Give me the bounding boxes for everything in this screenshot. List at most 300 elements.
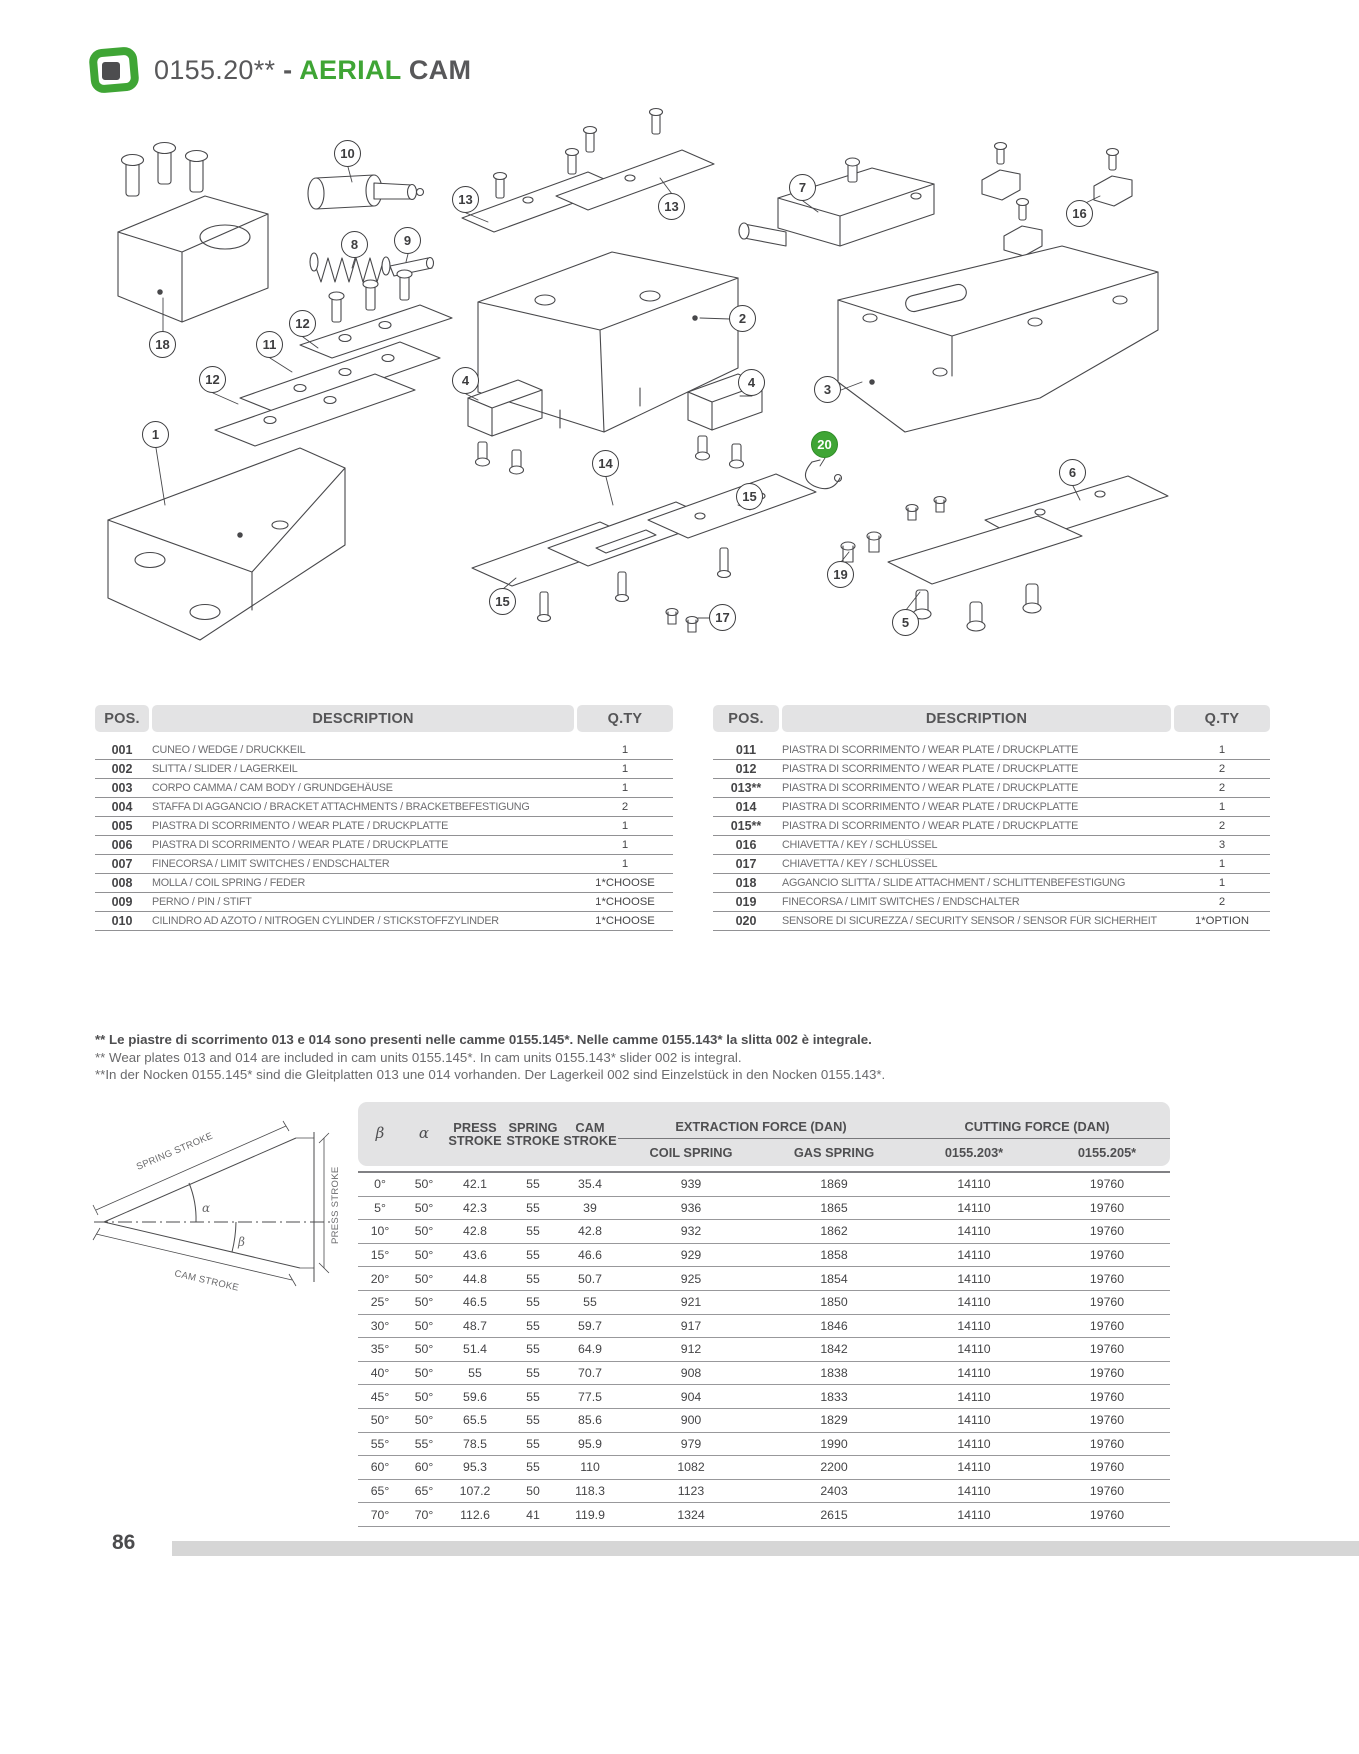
table-row	[358, 1433, 1170, 1457]
cell-cell: 48.7	[463, 1318, 487, 1333]
table-row	[358, 1456, 1170, 1480]
header-gas-spring: GAS SPRING	[793, 1144, 875, 1160]
parts-table-left-body	[95, 741, 673, 931]
cell-cell: 50	[526, 1484, 540, 1499]
product-code: 0155.20**	[154, 54, 276, 85]
table-row	[95, 817, 673, 836]
cell-cell: 42.8	[578, 1224, 602, 1239]
cell-cell: 917	[680, 1318, 702, 1333]
cell-cell: 10°	[370, 1224, 390, 1239]
table-row	[713, 741, 1270, 760]
cell-cell: 14110	[957, 1436, 991, 1451]
cell-cell: 50°	[414, 1389, 434, 1404]
pos-cell: 008	[111, 876, 133, 890]
qty-cell: 1	[621, 820, 629, 832]
cell-cell: 55	[526, 1224, 540, 1239]
part-sketch-keys	[666, 609, 698, 633]
cell-cell: 2615	[820, 1507, 848, 1522]
cell-cell: 41	[526, 1507, 540, 1522]
table-row	[95, 741, 673, 760]
table-row	[358, 1267, 1170, 1291]
footnote-english: ** Wear plates 013 and 014 are included in cam units 0155.145*. In cam units 0155.143* slider 002 is integral.	[95, 1049, 742, 1065]
callout-13: 13	[452, 186, 479, 213]
callout-7: 7	[789, 174, 816, 201]
pos-cell: 004	[111, 800, 133, 814]
part-sketch-upper-block	[118, 143, 268, 323]
table-row	[358, 1385, 1170, 1409]
cell-cell: 14110	[957, 1366, 991, 1381]
cell-cell: 55	[526, 1248, 540, 1263]
table-row	[713, 779, 1270, 798]
table-row	[358, 1409, 1170, 1433]
cell-cell: 55	[583, 1295, 597, 1310]
cell-cell: 14110	[957, 1389, 991, 1404]
table-row	[713, 798, 1270, 817]
cell-cell: 936	[680, 1200, 702, 1215]
cell-cell: 70°	[370, 1507, 390, 1522]
part-sketch-lower-plates	[888, 476, 1168, 631]
cell-cell: 112.6	[460, 1507, 490, 1522]
cell-cell: 60°	[370, 1460, 390, 1475]
cell-cell: 70°	[414, 1507, 434, 1522]
cell-cell: 19760	[1089, 1271, 1125, 1286]
callout-19: 19	[827, 561, 854, 588]
header-qty: Q.TY	[577, 705, 673, 732]
page-number: 86	[112, 1531, 136, 1554]
table-row	[713, 893, 1270, 912]
table-row	[713, 817, 1270, 836]
callout-4: 4	[738, 369, 765, 396]
table-row	[358, 1173, 1170, 1197]
cell-cell: 1846	[820, 1318, 848, 1333]
parts-table-right-body	[713, 741, 1270, 931]
cell-cell: 1990	[820, 1436, 848, 1451]
callout-12: 12	[199, 366, 226, 393]
cell-cell: 0°	[374, 1177, 386, 1192]
cell-cell: 20°	[370, 1271, 390, 1286]
callout-9: 9	[394, 227, 421, 254]
cell-cell: 35°	[370, 1342, 390, 1357]
callout-5: 5	[892, 609, 919, 636]
cell-cell: 19760	[1089, 1413, 1125, 1428]
cell-cell: 110	[580, 1460, 600, 1475]
qty-cell: 1	[621, 782, 629, 794]
desc-cell: PERNO / PIN / STIFT	[152, 896, 252, 908]
qty-cell: 1*OPTION	[1195, 915, 1249, 927]
pos-cell: 018	[735, 876, 757, 890]
label-beta: β	[238, 1235, 246, 1249]
table-row	[713, 855, 1270, 874]
cell-cell: 14110	[957, 1224, 991, 1239]
table-row	[358, 1315, 1170, 1339]
spec-table-header	[358, 1102, 1170, 1166]
qty-cell: 1	[621, 839, 629, 851]
callout-20: 20	[811, 431, 838, 458]
table-row	[713, 912, 1270, 931]
label-press-stroke: PRESS STROKE	[330, 1166, 341, 1244]
footnote-italian: ** Le piastre di scorrimento 013 e 014 sono presenti nelle camme 0155.145*. Nelle camme 0155.143* la slitta 002 è integrale.	[95, 1032, 872, 1047]
table-row	[713, 760, 1270, 779]
part-sketch-bracket-top	[739, 158, 934, 246]
cell-cell: 1865	[820, 1200, 848, 1215]
part-sketch-sensor	[805, 460, 841, 489]
parts-table-left-header	[95, 705, 673, 732]
header-cutting-force: CUTTING FORCE (DAN)	[904, 1115, 1170, 1139]
callout-15: 15	[489, 588, 516, 615]
cell-cell: 50°	[414, 1224, 434, 1239]
callout-4: 4	[452, 367, 479, 394]
cell-cell: 65°	[414, 1484, 434, 1499]
cell-cell: 929	[680, 1248, 702, 1263]
cell-cell: 5°	[374, 1200, 386, 1215]
cell-cell: 1842	[820, 1342, 848, 1357]
table-row	[95, 855, 673, 874]
header-alpha: α	[418, 1124, 430, 1143]
pos-cell: 003	[111, 781, 133, 795]
header-pos: POS.	[713, 705, 779, 732]
cell-cell: 1862	[820, 1224, 848, 1239]
footnote-german: **In der Nocken 0155.145* sind die Gleitplatten 013 une 014 vorhanden. Der Lagerkeil 002 sind Einzelstück in den Nocken 0155.143*.	[95, 1067, 886, 1082]
cell-cell: 50°	[414, 1248, 434, 1263]
desc-cell: MOLLA / COIL SPRING / FEDER	[152, 877, 306, 889]
pos-cell: 016	[735, 838, 757, 852]
table-row	[95, 760, 673, 779]
cell-cell: 43.6	[463, 1248, 487, 1263]
cell-cell: 1869	[820, 1177, 848, 1192]
title-separator: -	[275, 54, 300, 85]
pos-cell: 011	[735, 743, 757, 757]
table-row	[358, 1480, 1170, 1504]
stroke-diagram	[86, 1114, 348, 1320]
cell-cell: 932	[680, 1224, 702, 1239]
parts-table-left	[95, 705, 673, 931]
header-coil-spring: COIL SPRING	[649, 1144, 733, 1160]
label-spring-stroke: SPRING STROKE	[134, 1130, 215, 1173]
cell-cell: 15°	[370, 1248, 390, 1263]
cell-cell: 19760	[1089, 1295, 1125, 1310]
cell-cell: 40°	[370, 1366, 390, 1381]
header-cam-stroke: CAM STROKE	[563, 1119, 617, 1148]
cell-cell: 46.6	[578, 1248, 602, 1263]
callout-17: 17	[709, 604, 736, 631]
header-beta: β	[375, 1124, 385, 1143]
parts-table-right-header	[713, 705, 1270, 732]
desc-cell: SLITTA / SLIDER / LAGERKEIL	[152, 763, 298, 775]
part-sketch-slider-rails	[215, 270, 452, 446]
pos-cell: 015**	[730, 819, 762, 833]
cell-cell: 19760	[1089, 1342, 1125, 1357]
callout-18: 18	[149, 331, 176, 358]
cell-cell: 51.4	[463, 1342, 487, 1357]
cell-cell: 14110	[957, 1200, 991, 1215]
cell-cell: 107.2	[459, 1484, 491, 1499]
cell-cell: 14110	[957, 1295, 991, 1310]
qty-cell: 1	[621, 744, 629, 756]
pos-cell: 006	[111, 838, 133, 852]
desc-cell: PIASTRA DI SCORRIMENTO / WEAR PLATE / DRUCKPLATTE	[152, 820, 449, 832]
header-qty: Q.TY	[1174, 705, 1270, 732]
cell-cell: 42.1	[463, 1177, 487, 1192]
header-press-stroke: PRESS STROKE	[448, 1119, 502, 1148]
cell-cell: 19760	[1089, 1200, 1125, 1215]
pos-cell: 005	[111, 819, 133, 833]
cell-cell: 2403	[820, 1484, 848, 1499]
cell-cell: 908	[680, 1366, 702, 1381]
pos-cell: 009	[111, 895, 133, 909]
callout-10: 10	[334, 140, 361, 167]
cell-cell: 50°	[414, 1366, 434, 1381]
cell-cell: 55	[526, 1389, 540, 1404]
table-row	[713, 836, 1270, 855]
cell-cell: 14110	[957, 1271, 991, 1286]
cell-cell: 65.5	[463, 1413, 487, 1428]
cell-cell: 19760	[1089, 1248, 1125, 1263]
header-spring-stroke: SPRING STROKE	[506, 1119, 560, 1148]
desc-cell: PIASTRA DI SCORRIMENTO / WEAR PLATE / DRUCKPLATTE	[782, 782, 1079, 794]
part-sketch-base-plate	[838, 246, 1158, 432]
cell-cell: 1858	[820, 1248, 848, 1263]
cell-cell: 55	[526, 1366, 540, 1381]
cell-cell: 900	[680, 1413, 702, 1428]
cell-cell: 25°	[370, 1295, 390, 1310]
cell-cell: 1850	[820, 1295, 848, 1310]
cell-cell: 19760	[1089, 1318, 1125, 1333]
cell-cell: 64.9	[578, 1342, 602, 1357]
cell-cell: 925	[680, 1271, 702, 1286]
callout-2: 2	[729, 305, 756, 332]
cell-cell: 55	[526, 1436, 540, 1451]
table-row	[95, 893, 673, 912]
cell-cell: 14110	[957, 1460, 991, 1475]
qty-cell: 1*CHOOSE	[595, 915, 655, 927]
cell-cell: 1324	[677, 1507, 705, 1522]
cell-cell: 55	[526, 1271, 540, 1286]
cell-cell: 14110	[957, 1177, 991, 1192]
pos-cell: 001	[111, 743, 133, 757]
callout-12: 12	[289, 310, 316, 337]
callout-15: 15	[736, 483, 763, 510]
cell-cell: 30°	[370, 1318, 390, 1333]
cell-cell: 60°	[414, 1460, 434, 1475]
desc-cell: CHIAVETTA / KEY / SCHLÜSSEL	[782, 858, 938, 870]
qty-cell: 2	[621, 801, 629, 813]
qty-cell: 2	[1218, 763, 1226, 775]
desc-cell: PIASTRA DI SCORRIMENTO / WEAR PLATE / DRUCKPLATTE	[152, 839, 449, 851]
header-0155-205: 0155.205*	[1077, 1144, 1137, 1160]
callout-13: 13	[658, 193, 685, 220]
table-row	[358, 1220, 1170, 1244]
cell-cell: 904	[680, 1389, 702, 1404]
qty-cell: 2	[1218, 820, 1226, 832]
table-row	[95, 912, 673, 931]
cell-cell: 50°	[414, 1342, 434, 1357]
cell-cell: 95.3	[463, 1460, 487, 1475]
pos-cell: 007	[111, 857, 133, 871]
header-description: DESCRIPTION	[782, 705, 1171, 732]
pos-cell: 017	[735, 857, 757, 871]
cell-cell: 55	[526, 1200, 540, 1215]
cell-cell: 50°	[414, 1295, 434, 1310]
cell-cell: 14110	[957, 1342, 991, 1357]
qty-cell: 1	[1218, 801, 1226, 813]
cell-cell: 1833	[820, 1389, 848, 1404]
pos-cell: 019	[735, 895, 757, 909]
desc-cell: FINECORSA / LIMIT SWITCHES / ENDSCHALTER	[782, 896, 1020, 908]
cell-cell: 46.5	[463, 1295, 487, 1310]
cell-cell: 55	[526, 1295, 540, 1310]
cell-cell: 50°	[414, 1271, 434, 1286]
cell-cell: 78.5	[463, 1436, 487, 1451]
label-alpha: α	[202, 1201, 211, 1215]
exploded-diagram	[0, 0, 1359, 700]
table-row	[358, 1362, 1170, 1386]
header-description: DESCRIPTION	[152, 705, 574, 732]
part-sketch-cylinder	[308, 175, 424, 209]
cell-cell: 1838	[820, 1366, 848, 1381]
desc-cell: CORPO CAMMA / CAM BODY / GRUNDGEHÄUSE	[152, 782, 393, 794]
qty-cell: 1*CHOOSE	[595, 896, 655, 908]
callout-8: 8	[341, 231, 368, 258]
desc-cell: PIASTRA DI SCORRIMENTO / WEAR PLATE / DRUCKPLATTE	[782, 801, 1079, 813]
part-sketch-mid-plates	[472, 474, 816, 622]
title-rest: CAM	[401, 54, 472, 85]
cell-cell: 1829	[820, 1413, 848, 1428]
qty-cell: 1	[621, 763, 629, 775]
desc-cell: PIASTRA DI SCORRIMENTO / WEAR PLATE / DRUCKPLATTE	[782, 763, 1079, 775]
cell-cell: 42.8	[463, 1224, 487, 1239]
table-row	[358, 1197, 1170, 1221]
desc-cell: STAFFA DI AGGANCIO / BRACKET ATTACHMENTS / BRACKETBEFESTIGUNG	[152, 801, 530, 813]
pos-cell: 012	[735, 762, 757, 776]
callout-11: 11	[256, 331, 283, 358]
callout-6: 6	[1059, 459, 1086, 486]
qty-cell: 2	[1218, 896, 1226, 908]
table-row	[95, 798, 673, 817]
cell-cell: 119.9	[575, 1507, 605, 1522]
table-row	[713, 874, 1270, 893]
qty-cell: 1	[1218, 877, 1226, 889]
desc-cell: AGGANCIO SLITTA / SLIDE ATTACHMENT / SCHLITTENBEFESTIGUNG	[782, 877, 1126, 889]
cell-cell: 50°	[414, 1177, 434, 1192]
desc-cell: FINECORSA / LIMIT SWITCHES / ENDSCHALTER	[152, 858, 390, 870]
table-row	[95, 874, 673, 893]
desc-cell: CUNEO / WEDGE / DRUCKKEIL	[152, 744, 306, 756]
cell-cell: 14110	[957, 1507, 991, 1522]
footnotes	[95, 1031, 885, 1084]
footer-bar	[172, 1541, 1359, 1556]
cell-cell: 39	[583, 1200, 597, 1215]
cell-cell: 85.6	[578, 1413, 602, 1428]
cell-cell: 50°	[414, 1413, 434, 1428]
cell-cell: 65°	[370, 1484, 390, 1499]
cell-cell: 44.8	[463, 1271, 487, 1286]
cell-cell: 2200	[820, 1460, 848, 1475]
cell-cell: 55°	[414, 1436, 434, 1451]
label-cam-stroke: CAM STROKE	[173, 1268, 240, 1294]
spec-table-body	[358, 1171, 1170, 1527]
pos-cell: 010	[111, 914, 133, 928]
cell-cell: 55	[526, 1318, 540, 1333]
callout-3: 3	[814, 376, 841, 403]
cell-cell: 19760	[1089, 1507, 1125, 1522]
qty-cell: 1	[621, 858, 629, 870]
cell-cell: 19760	[1089, 1224, 1125, 1239]
cell-cell: 50°	[370, 1413, 390, 1428]
part-sketch-base-wedge	[108, 448, 345, 640]
cell-cell: 19760	[1089, 1389, 1125, 1404]
qty-cell: 2	[1218, 782, 1226, 794]
desc-cell: PIASTRA DI SCORRIMENTO / WEAR PLATE / DRUCKPLATTE	[782, 744, 1079, 756]
cell-cell: 1082	[677, 1460, 705, 1475]
cell-cell: 35.4	[578, 1177, 602, 1192]
part-sketch-bracket-left	[468, 380, 542, 474]
qty-cell: 1*CHOOSE	[595, 877, 655, 889]
qty-cell: 3	[1218, 839, 1226, 851]
cell-cell: 55	[526, 1177, 540, 1192]
cell-cell: 55	[526, 1413, 540, 1428]
desc-cell: CILINDRO AD AZOTO / NITROGEN CYLINDER / STICKSTOFFZYLINDER	[152, 915, 499, 927]
table-row	[358, 1244, 1170, 1268]
pos-cell: 002	[111, 762, 133, 776]
cell-cell: 50°	[414, 1318, 434, 1333]
pos-cell: 014	[735, 800, 757, 814]
callout-14: 14	[592, 450, 619, 477]
header-extraction-force: EXTRACTION FORCE (DAN)	[618, 1115, 904, 1139]
cell-cell: 1123	[677, 1484, 705, 1499]
cell-cell: 939	[680, 1177, 702, 1192]
cell-cell: 19760	[1089, 1366, 1125, 1381]
qty-cell: 1	[1218, 858, 1226, 870]
cell-cell: 118.3	[575, 1484, 605, 1499]
callout-1: 1	[142, 421, 169, 448]
cell-cell: 921	[680, 1295, 702, 1310]
cell-cell: 55°	[370, 1436, 390, 1451]
cell-cell: 14110	[957, 1484, 991, 1499]
cell-cell: 14110	[957, 1413, 991, 1428]
cell-cell: 19760	[1089, 1436, 1125, 1451]
cell-cell: 50.7	[578, 1271, 602, 1286]
pos-cell: 020	[735, 914, 757, 928]
cell-cell: 19760	[1089, 1484, 1125, 1499]
cell-cell: 45°	[370, 1389, 390, 1404]
title-accent: AERIAL	[299, 54, 402, 85]
table-row	[95, 779, 673, 798]
cell-cell: 55	[526, 1342, 540, 1357]
cell-cell: 42.3	[463, 1200, 487, 1215]
table-row	[358, 1291, 1170, 1315]
table-row	[358, 1338, 1170, 1362]
header-pos: POS.	[95, 705, 149, 732]
cell-cell: 19760	[1089, 1460, 1125, 1475]
table-row	[358, 1503, 1170, 1527]
table-row	[95, 836, 673, 855]
spec-table	[358, 1102, 1170, 1527]
desc-cell: PIASTRA DI SCORRIMENTO / WEAR PLATE / DRUCKPLATTE	[782, 820, 1079, 832]
cell-cell: 19760	[1089, 1177, 1125, 1192]
cell-cell: 912	[680, 1342, 702, 1357]
cell-cell: 1854	[820, 1271, 848, 1286]
cell-cell: 979	[680, 1436, 702, 1451]
desc-cell: SENSORE DI SICUREZZA / SECURITY SENSOR / SENSOR FÜR SICHERHEIT	[782, 915, 1157, 927]
part-sketch-small-blocks	[982, 143, 1132, 257]
parts-table-right	[713, 705, 1270, 931]
cell-cell: 95.9	[578, 1436, 602, 1451]
callout-16: 16	[1066, 200, 1093, 227]
header-0155-203: 0155.203*	[944, 1144, 1004, 1160]
cell-cell: 50°	[414, 1200, 434, 1215]
cell-cell: 14110	[957, 1318, 991, 1333]
qty-cell: 1	[1218, 744, 1226, 756]
